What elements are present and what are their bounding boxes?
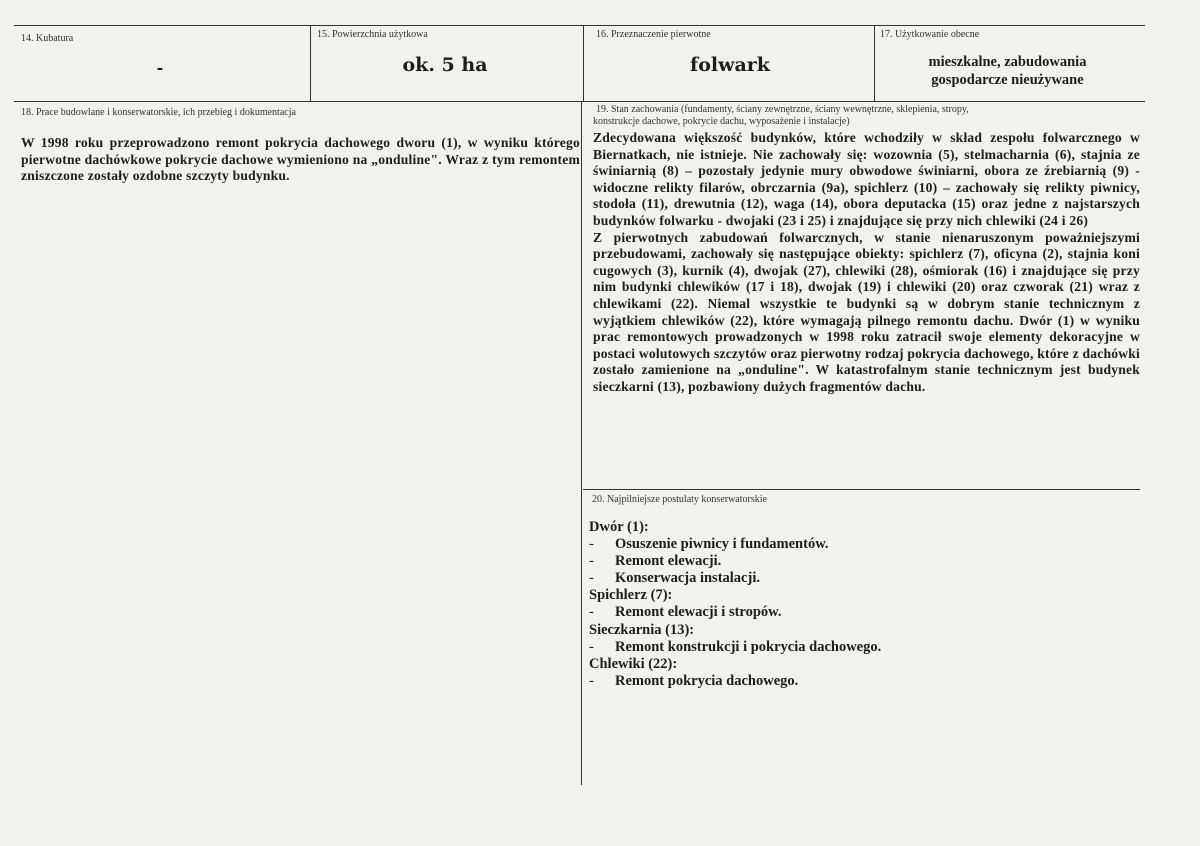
f19-label-line2: konstrukcje dachowe, pokrycie dachu, wyposażenie i instalacje) bbox=[593, 116, 850, 127]
f20-building-heading: Chlewiki (22): bbox=[589, 655, 678, 672]
f20-list-item-text: Remont konstrukcji i pokrycia dachowego. bbox=[615, 638, 882, 655]
f18-text bbox=[21, 135, 580, 185]
f19-label-line1: 19. Stan zachowania (fundamenty, ściany zewnętrzne, ściany wewnętrzne, sklepienia, stropy, bbox=[596, 104, 969, 115]
f20-list-item bbox=[589, 570, 1129, 587]
f17-value bbox=[880, 53, 1135, 89]
f20-building-heading: Dwór (1): bbox=[589, 519, 649, 535]
divider-main-column bbox=[581, 101, 582, 785]
f14-label: 14. Kubatura bbox=[21, 33, 74, 44]
f16-value: folwark bbox=[690, 54, 770, 76]
f20-list-item-text: Remont elewacji. bbox=[615, 553, 722, 570]
f20-list-item bbox=[589, 673, 1129, 690]
divider-f16-f17 bbox=[874, 25, 875, 102]
f20-list-item bbox=[589, 639, 1129, 656]
f20-list bbox=[589, 519, 1129, 690]
f20-list-bullet: - bbox=[589, 638, 594, 655]
f20-list-bullet: - bbox=[589, 604, 594, 621]
f20-list-bullet: - bbox=[589, 536, 594, 553]
f15-value: ok. 5 ha bbox=[402, 54, 488, 76]
f20-list-item-text: Remont elewacji i stropów. bbox=[615, 604, 782, 621]
f18-label: 18. Prace budowlane i konserwatorskie, ich przebieg i dokumentacja bbox=[21, 107, 296, 118]
divider-f14-f15 bbox=[310, 25, 311, 102]
divider-f15-f16 bbox=[583, 25, 584, 102]
f20-list-bullet: - bbox=[589, 672, 594, 689]
f19-paragraph-2: Z pierwotnych zabudowań folwarcznych, w stanie nienaruszonym poważniejszymi przebudowami, zachowały się następujące obiekty: spichlerz (7), oficyna (2), stajnia koni cugowych (3), kurnik (4), dwojak (27), chlewiki (28), ośmiorak (16) i znajdujące się przy nim budynki chlewików (17 i 18), dwojak (19) i chlewiki (20) oraz czworak (21) wraz z chlewikami (22). Niemal wszystkie te budynki są w dobrym stanie technicznym z wyjątkiem chlewików (22), które wymagają pilnego remontu dachu. Dwór (1) w wyniku prac remontowych prowadzonych w 1998 roku zatracił swoje elementy dekoracyjne w postaci wolutowych szczytów oraz pierwotny rodzaj pokrycia dachowego, które z dachówki zostało zamienione na „onduline". W katastrofalnym stanie technicznym jest budynek sieczkarni (13), pozbawiony dużych fragmentów dachu. bbox=[593, 229, 1140, 394]
f16-label: 16. Przeznaczenie pierwotne bbox=[596, 29, 711, 40]
f20-list-item-text: Remont pokrycia dachowego. bbox=[615, 672, 799, 689]
f20-building-heading: Sieczkarnia (13): bbox=[589, 621, 695, 638]
f20-list-item bbox=[589, 604, 1129, 621]
f15-label: 15. Powierzchnia użytkowa bbox=[317, 29, 428, 40]
f20-list-item-text: Konserwacja instalacji. bbox=[615, 570, 760, 587]
row1-bottom-rule bbox=[14, 101, 1145, 102]
f20-top-rule bbox=[583, 489, 1140, 490]
f20-list-item-text: Osuszenie piwnicy i fundamentów. bbox=[615, 536, 829, 553]
f17-value-line1: mieszkalne, zabudowania bbox=[928, 54, 1087, 70]
f18-paragraph: W 1998 roku przeprowadzono remont pokrycia dachowego dworu (1), w wyniku którego pierwotne dachówkowe pokrycie dachowe wymieniono na „onduline". Wraz z tym remontem zniszczone zostały ozdobne szczyty budynku. bbox=[21, 135, 580, 184]
f19-paragraph-1: Zdecydowana większość budynków, które wchodziły w skład zespołu folwarcznego w Biernatkach, nie istnieje. Nie zachowały się: wozownia (5), stelmacharnia (6), stajnia ze świniarnią (8) – pozostały jedynie mury obwodowe świniarni, obora ze źrebiarnią (9) - widoczne relikty filarów, obrczarnia (9a), spichlerz (10) – zachowały się relikty piwnicy, stodoła (11), drewutnia (12), waga (14), obora deputacka (15) oraz jedne z najstarszych budynków folwarku - dwojaki (23 i 25) i znajdujące się przy nich chlewiki (24 i 26) bbox=[593, 130, 1140, 228]
f17-label: 17. Użytkowanie obecne bbox=[880, 29, 980, 40]
f20-list-bullet: - bbox=[589, 553, 594, 570]
f20-list-item bbox=[589, 536, 1129, 553]
f20-list-item bbox=[589, 553, 1129, 570]
top-rule bbox=[14, 25, 1145, 26]
f20-label: 20. Najpilniejsze postulaty konserwatorskie bbox=[592, 494, 767, 505]
f17-value-line2: gospodarcze nieużywane bbox=[931, 72, 1084, 88]
f19-text bbox=[593, 130, 1140, 396]
f20-building-heading: Spichlerz (7): bbox=[589, 587, 673, 604]
f20-list-bullet: - bbox=[589, 570, 594, 587]
f14-value: - bbox=[156, 58, 164, 77]
